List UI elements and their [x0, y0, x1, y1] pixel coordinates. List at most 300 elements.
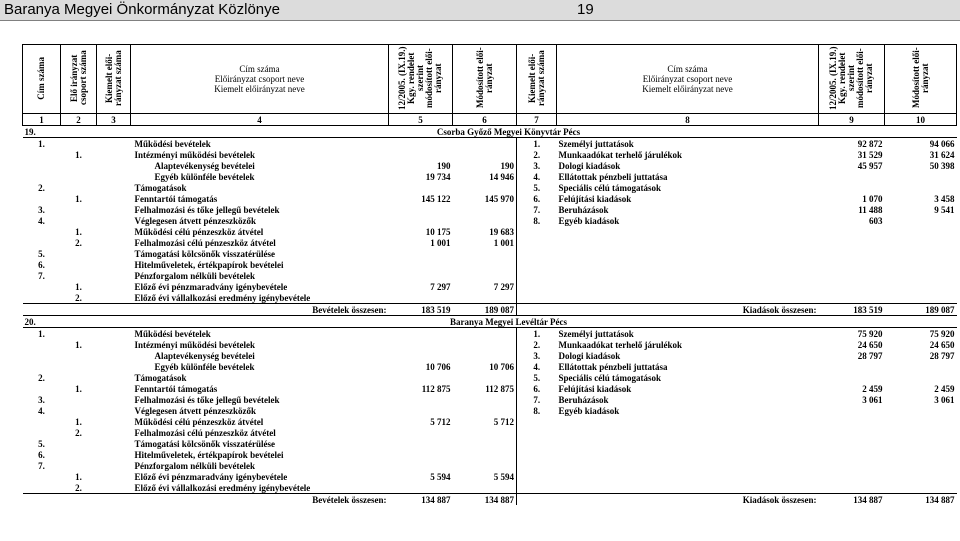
- table-cell: [819, 361, 885, 372]
- table-row: [23, 471, 957, 482]
- table-cell: [557, 482, 819, 494]
- table-cell: [453, 339, 517, 350]
- col-number: 7: [517, 114, 557, 126]
- table-row: [23, 270, 957, 281]
- table-cell: [453, 482, 517, 494]
- table-cell: [453, 394, 517, 405]
- table-body: [23, 126, 957, 506]
- table-cell: [97, 339, 131, 350]
- table-cell: 190: [437, 160, 451, 171]
- table-cell: [453, 460, 517, 471]
- table-cell: [885, 416, 957, 427]
- table-cell: [23, 149, 61, 160]
- table-cell: [389, 182, 453, 193]
- table-cell: [819, 259, 885, 270]
- table-cell: 2 459: [862, 383, 883, 394]
- table-cell: [453, 182, 517, 193]
- table-cell: Munkaadókat terhelő járulékok: [558, 149, 683, 160]
- table-cell: Személyi juttatások: [558, 138, 634, 149]
- total-expense-value: 134 887: [885, 494, 957, 506]
- col-header-8: Cím száma Előirányzat csoport neve Kiemelt előirányzat neve: [557, 45, 819, 114]
- table-cell: Alaptevékenység bevételei: [154, 350, 255, 361]
- table-cell: [389, 339, 453, 350]
- table-cell: [23, 171, 61, 182]
- table-cell: [819, 482, 885, 494]
- table-cell: [23, 482, 61, 494]
- table-cell: [61, 372, 97, 383]
- table-cell: Véglegesen átvett pénzeszközők: [134, 405, 256, 416]
- table-cell: Intézményi működési bevételek: [134, 339, 255, 350]
- table-cell: [61, 182, 97, 193]
- table-cell: 603: [869, 215, 883, 226]
- table-cell: 94 066: [929, 138, 955, 149]
- total-expense-value: 183 519: [819, 304, 885, 316]
- document-title: Baranya Megyei Önkormányzat Közlönye: [4, 1, 280, 18]
- table-cell: Felhalmozási és tőke jellegű bevételek: [134, 204, 280, 215]
- table-cell: 3.: [38, 394, 45, 405]
- table-cell: 4.: [533, 171, 541, 182]
- table-row: [23, 171, 957, 182]
- table-row: [23, 361, 957, 372]
- institution-header-row: [23, 126, 957, 138]
- table-cell: Egyéb különféle bevételek: [154, 361, 255, 372]
- table-cell: [453, 328, 517, 340]
- table-cell: Támogatási kölcsönők visszatérülése: [134, 248, 275, 259]
- table-cell: [453, 292, 517, 304]
- table-cell: 4.: [533, 361, 541, 372]
- table-cell: Pénzforgalom nélküli bevételek: [134, 270, 255, 281]
- table-cell: [97, 383, 131, 394]
- col-number: 4: [131, 114, 389, 126]
- table-cell: [23, 193, 61, 204]
- table-cell: [61, 138, 97, 150]
- page-number: 19: [577, 1, 594, 18]
- table-cell: [819, 248, 885, 259]
- table-cell: [97, 248, 131, 259]
- table-row: [23, 449, 957, 460]
- total-expense-label: Kiadások összesen:: [517, 304, 819, 316]
- table-cell: [517, 226, 557, 237]
- table-cell: [97, 292, 131, 304]
- table-cell: [97, 215, 131, 226]
- col-header-3: Kiemelt elői-rányzat száma: [97, 45, 131, 114]
- table-cell: Támogatási kölcsönők visszatérülése: [134, 438, 275, 449]
- table-cell: [23, 361, 61, 372]
- table-cell: [557, 281, 819, 292]
- total-income-value: 134 887: [389, 494, 453, 506]
- table-cell: [389, 460, 453, 471]
- table-cell: [885, 372, 957, 383]
- table-cell: [97, 237, 131, 248]
- table-cell: [885, 259, 957, 270]
- table-cell: [819, 405, 885, 416]
- table-cell: 9 541: [934, 204, 955, 215]
- institution-header-row: [23, 316, 957, 328]
- total-row: [23, 494, 957, 506]
- table-row: [23, 438, 957, 449]
- table-cell: 75 920: [857, 328, 883, 339]
- table-cell: 24 650: [929, 339, 955, 350]
- table-cell: [389, 149, 453, 160]
- table-cell: 31 529: [857, 149, 883, 160]
- table-cell: [23, 471, 61, 482]
- table-cell: [97, 471, 131, 482]
- table-cell: 10 706: [425, 361, 451, 372]
- table-cell: [517, 416, 557, 427]
- table-cell: 8.: [533, 215, 541, 226]
- table-cell: [885, 449, 957, 460]
- table-cell: Beruházások: [558, 394, 609, 405]
- table-cell: [557, 427, 819, 438]
- table-cell: [517, 281, 557, 292]
- table-cell: [61, 438, 97, 449]
- table-cell: 1.: [75, 281, 82, 292]
- col-header-5: 12/2005. (IX.19.) Kgy. rendelet szerint módosított elői-rányzat: [389, 45, 453, 114]
- table-cell: [819, 438, 885, 449]
- table-cell: Támogatások: [134, 182, 187, 193]
- table-row: [23, 237, 957, 248]
- table-cell: [885, 292, 957, 304]
- table-cell: [885, 281, 957, 292]
- table-cell: [453, 372, 517, 383]
- table-cell: [97, 372, 131, 383]
- table-cell: [97, 416, 131, 427]
- table-cell: [61, 350, 97, 361]
- table-cell: [97, 449, 131, 460]
- col-number: 2: [61, 114, 97, 126]
- table-cell: Intézményi működési bevételek: [134, 149, 255, 160]
- table-cell: [23, 226, 61, 237]
- table-cell: Felhalmozási célú pénzeszköz átvétel: [134, 237, 276, 248]
- table-cell: 1.: [75, 193, 82, 204]
- table-cell: [885, 405, 957, 416]
- table-row: [23, 248, 957, 259]
- table-cell: [517, 438, 557, 449]
- table-cell: [389, 259, 453, 270]
- table-cell: [61, 248, 97, 259]
- table-cell: [557, 237, 819, 248]
- table-cell: 3 458: [934, 193, 955, 204]
- table-cell: [557, 259, 819, 270]
- table-cell: 145 970: [453, 193, 517, 204]
- col-header-1: Cím száma: [23, 45, 61, 114]
- table-cell: 112 875: [421, 383, 451, 394]
- table-cell: [23, 339, 61, 350]
- table-cell: [819, 237, 885, 248]
- table-cell: Előző évi pénzmaradvány igénybevétele: [134, 471, 288, 482]
- table-cell: 3.: [533, 160, 541, 171]
- table-cell: [885, 270, 957, 281]
- table-cell: 45 957: [857, 160, 883, 171]
- table-cell: [819, 182, 885, 193]
- total-expense-value: 189 087: [885, 304, 957, 316]
- table-cell: [819, 471, 885, 482]
- table-row: [23, 292, 957, 304]
- table-cell: [453, 215, 517, 226]
- table-cell: Fenntartói támogatás: [134, 193, 218, 204]
- table-cell: [389, 204, 453, 215]
- institution-name: Csorba Győző Megyei Könyvtár Pécs: [61, 126, 957, 138]
- table-cell: [97, 149, 131, 160]
- table-cell: [389, 372, 453, 383]
- table-cell: [61, 270, 97, 281]
- table-row: [23, 372, 957, 383]
- table-cell: [885, 427, 957, 438]
- table-cell: Működési bevételek: [134, 138, 211, 149]
- table-cell: [97, 328, 131, 340]
- table-cell: [819, 270, 885, 281]
- table-cell: [885, 482, 957, 494]
- table-cell: 5.: [38, 438, 45, 449]
- table-cell: 5 594: [430, 471, 451, 482]
- table-cell: [97, 361, 131, 372]
- total-income-value: 183 519: [389, 304, 453, 316]
- institution-number: 20.: [23, 316, 61, 328]
- table-cell: [819, 416, 885, 427]
- table-cell: [557, 292, 819, 304]
- col-number: 10: [885, 114, 957, 126]
- table-cell: Felhalmozási és tőke jellegű bevételek: [134, 394, 280, 405]
- table-cell: [453, 427, 517, 438]
- table-row: [23, 339, 957, 350]
- table-cell: Felhalmozási célú pénzeszköz átvétel: [134, 427, 276, 438]
- table-cell: [61, 449, 97, 460]
- table-cell: [517, 427, 557, 438]
- table-cell: [389, 438, 453, 449]
- table-cell: 2.: [533, 339, 541, 350]
- table-cell: [517, 482, 557, 494]
- table-cell: 10 175: [425, 226, 451, 237]
- table-cell: [819, 292, 885, 304]
- table-cell: [453, 350, 517, 361]
- table-row: [23, 160, 957, 171]
- table-cell: 2.: [75, 482, 82, 493]
- table-cell: 28 797: [929, 350, 955, 361]
- table-cell: [23, 350, 61, 361]
- table-cell: [61, 361, 97, 372]
- table-cell: 28 797: [857, 350, 883, 361]
- table-cell: [97, 193, 131, 204]
- table-cell: [389, 292, 453, 304]
- col-header-2: Elő irányzat csoport száma: [61, 45, 97, 114]
- table-cell: 1 001: [430, 237, 451, 248]
- table-cell: Egyéb kiadások: [558, 215, 620, 226]
- table-cell: [23, 383, 61, 394]
- table-cell: 11 488: [858, 204, 883, 215]
- table-cell: [819, 449, 885, 460]
- table-cell: 6.: [38, 259, 45, 270]
- total-income-value: 189 087: [453, 304, 517, 316]
- table-cell: 5.: [533, 372, 541, 383]
- table-cell: 19 683: [453, 226, 517, 237]
- table-cell: [885, 237, 957, 248]
- table-cell: [61, 204, 97, 215]
- table-cell: [517, 460, 557, 471]
- table-cell: 7.: [38, 270, 45, 281]
- table-cell: [557, 460, 819, 471]
- table-cell: 24 650: [857, 339, 883, 350]
- table-cell: Működési bevételek: [134, 328, 211, 339]
- table-row: [23, 204, 957, 215]
- table-cell: [557, 438, 819, 449]
- table-cell: [557, 416, 819, 427]
- table-cell: 7 297: [430, 281, 451, 292]
- table-cell: [819, 281, 885, 292]
- table-cell: 2 459: [934, 383, 955, 394]
- table-cell: Dologi kiadások: [558, 160, 621, 171]
- table-cell: [61, 160, 97, 171]
- table-cell: [885, 182, 957, 193]
- total-income-label: Bevételek összesen:: [23, 494, 389, 506]
- table-cell: [97, 405, 131, 416]
- table-cell: [97, 204, 131, 215]
- table-cell: Alaptevékenység bevételei: [154, 160, 255, 171]
- table-cell: 4.: [38, 215, 45, 226]
- table-cell: 7.: [38, 460, 45, 471]
- col-number: 3: [97, 114, 131, 126]
- table-cell: 3.: [533, 350, 541, 361]
- table-cell: [389, 449, 453, 460]
- table-cell: [453, 270, 517, 281]
- table-cell: 5 594: [453, 471, 517, 482]
- table-row: [23, 350, 957, 361]
- table-cell: 1.: [75, 383, 82, 394]
- table-cell: [885, 248, 957, 259]
- table-cell: [61, 328, 97, 340]
- table-cell: [97, 259, 131, 270]
- table-cell: Működési célú pénzeszköz átvétel: [134, 226, 264, 237]
- table-cell: [97, 427, 131, 438]
- table-cell: 6.: [533, 193, 541, 204]
- table-cell: 14 946: [453, 171, 517, 182]
- table-cell: [61, 394, 97, 405]
- table-row: [23, 226, 957, 237]
- table-row: [23, 259, 957, 270]
- table-cell: [885, 471, 957, 482]
- col-header-6: Módosított elői-rányzat: [453, 45, 517, 114]
- table-cell: Hitelműveletek, értékpapírok bevételei: [134, 449, 284, 460]
- table-cell: Működési célú pénzeszköz átvétel: [134, 416, 264, 427]
- table-cell: [453, 405, 517, 416]
- col-number: 6: [453, 114, 517, 126]
- total-expense-label: Kiadások összesen:: [517, 494, 819, 506]
- table-cell: Fenntartói támogatás: [134, 383, 218, 394]
- table-cell: 7 297: [453, 281, 517, 292]
- table-cell: [61, 405, 97, 416]
- table-cell: [819, 171, 885, 182]
- col-header-4: Cím száma Előirányzat csoport neve Kiemelt előirányzat neve: [131, 45, 389, 114]
- table-cell: 7.: [533, 394, 541, 405]
- table-cell: 5 712: [453, 416, 517, 427]
- table-cell: 92 872: [857, 138, 883, 149]
- budget-table: [22, 44, 957, 505]
- table-cell: [819, 226, 885, 237]
- table-cell: [885, 226, 957, 237]
- table-cell: [97, 171, 131, 182]
- table-cell: [97, 394, 131, 405]
- table-cell: 1 001: [453, 237, 517, 248]
- table-cell: [389, 138, 453, 150]
- table-cell: Ellátottak pénzbeli juttatása: [558, 361, 668, 372]
- table-cell: [97, 438, 131, 449]
- column-number-row: [23, 114, 957, 126]
- table-cell: [557, 226, 819, 237]
- table-cell: [517, 292, 557, 304]
- table-row: [23, 215, 957, 226]
- table-cell: [97, 281, 131, 292]
- table-cell: 145 122: [421, 193, 451, 204]
- table-cell: 1.: [75, 149, 82, 160]
- table-cell: [453, 449, 517, 460]
- table-row: [23, 394, 957, 405]
- table-cell: Ellátottak pénzbeli juttatása: [558, 171, 668, 182]
- table-cell: 50 398: [929, 160, 955, 171]
- table-row: [23, 182, 957, 193]
- table-cell: 1 070: [862, 193, 883, 204]
- table-cell: [557, 248, 819, 259]
- table-cell: 7.: [533, 204, 541, 215]
- table-cell: Felújítási kiadások: [558, 193, 632, 204]
- table-row: [23, 482, 957, 494]
- col-number: 1: [23, 114, 61, 126]
- table-row: [23, 405, 957, 416]
- table-cell: Hitelműveletek, értékpapírok bevételei: [134, 259, 284, 270]
- table-cell: 1.: [75, 416, 82, 427]
- table-cell: 6.: [533, 383, 541, 394]
- table-cell: Előző évi pénzmaradvány igénybevétele: [134, 281, 288, 292]
- table-cell: [819, 372, 885, 383]
- table-cell: 2.: [38, 372, 45, 383]
- column-header-row: [23, 45, 957, 114]
- institution-name: Baranya Megyei Levéltár Pécs: [61, 316, 957, 328]
- col-header-9: 12/2005. (IX.19.) Kgy. rendelet szerint módosított elői-rányzat: [819, 45, 885, 114]
- table-cell: 2.: [38, 182, 45, 193]
- table-cell: [97, 226, 131, 237]
- table-cell: [885, 215, 957, 226]
- table-cell: [517, 237, 557, 248]
- col-header-10: Módosított elői-rányzat: [885, 45, 957, 114]
- table-cell: 190: [453, 160, 517, 171]
- table-row: [23, 193, 957, 204]
- table-cell: Beruházások: [558, 204, 609, 215]
- table-cell: Egyéb kiadások: [558, 405, 620, 416]
- table-row: [23, 383, 957, 394]
- table-cell: Véglegesen átvett pénzeszközők: [134, 215, 256, 226]
- table-cell: [389, 328, 453, 340]
- total-income-value: 134 887: [453, 494, 517, 506]
- table-cell: 3.: [38, 204, 45, 215]
- table-cell: [61, 215, 97, 226]
- table-cell: [97, 182, 131, 193]
- table-cell: [23, 292, 61, 304]
- table-cell: [885, 460, 957, 471]
- table-row: [23, 328, 957, 340]
- table-cell: [389, 270, 453, 281]
- total-row: [23, 304, 957, 316]
- table-cell: 5.: [533, 182, 541, 193]
- table-cell: 31 624: [929, 149, 955, 160]
- table-row: [23, 281, 957, 292]
- table-cell: [819, 460, 885, 471]
- table-cell: [23, 160, 61, 171]
- table-cell: [23, 416, 61, 427]
- table-cell: 19 734: [425, 171, 451, 182]
- table-cell: Pénzforgalom nélküli bevételek: [134, 460, 255, 471]
- total-income-label: Bevételek összesen:: [23, 304, 389, 316]
- table-cell: 3 061: [862, 394, 883, 405]
- page-header: [0, 0, 960, 21]
- table-cell: Egyéb különféle bevételek: [154, 171, 255, 182]
